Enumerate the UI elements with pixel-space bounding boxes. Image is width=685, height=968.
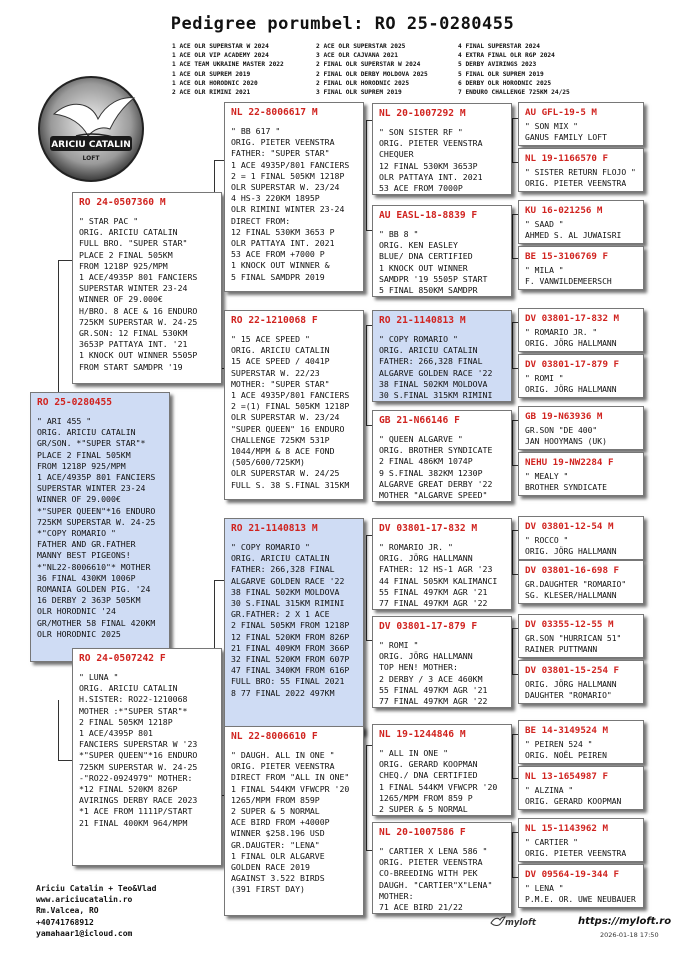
logo-subtext: LOFT: [82, 155, 100, 162]
wins-column-1: [172, 42, 284, 97]
dam-card[interactable]: [72, 648, 222, 866]
connector-line: [512, 420, 513, 465]
ring-number: GB 21-N66146 F: [379, 415, 460, 426]
footer-url[interactable]: https://myloft.ro: [578, 916, 672, 927]
ring-number: DV 03801-12-54 M: [525, 521, 614, 532]
connector-line: [58, 260, 59, 398]
connector-line: [512, 118, 513, 162]
pigeon-info: " LUNA " ORIG. ARICIU CATALIN H.SISTER: RO22-1210068 MOTHER :*"SUPER STAR"* 2 FINAL 505KM 1218P 1 ACE/4395P 801 FANCIERS SUPERSTAR W '23 *"SUPER QUEEN"*16 ENDURO 725KM SUPERSTAR W. 24-25 -"RO22-0924979" MOTHER: *12 FINAL 520KM 826P AVIRINGS DERBY RACE 2023 *1 ACE FROM 1111P/START 21 FINAL 400KM 964/MPM: [79, 672, 198, 828]
great-grandparent-card[interactable]: [372, 822, 512, 914]
pigeon-info: " ALZINA " ORIG. GERARD KOOPMAN: [525, 786, 622, 806]
ancestor-card[interactable]: [518, 200, 644, 244]
ring-number: RO 24-0507242 F: [79, 653, 166, 664]
ring-number: DV 03801-17-879 F: [525, 359, 620, 370]
connector-line: [366, 325, 367, 425]
pigeon-info: GR.SON "HURRICAN 51" RAINER PUTTMANN: [525, 634, 622, 654]
ancestor-card[interactable]: [518, 818, 644, 862]
ring-number: BE 14-3149524 M: [525, 725, 608, 736]
footer-date: 2026-01-18 17:50: [600, 931, 659, 939]
pigeon-info: GR.SON "DE 400" JAN HOOYMANS (UK): [525, 426, 607, 446]
great-grandparent-card[interactable]: [372, 518, 512, 610]
ancestor-card[interactable]: [518, 406, 644, 450]
win-item: 5 FINAL OLR SUPREM 2019: [458, 70, 544, 78]
pigeon-info: " COPY ROMARIO " ORIG. ARICIU CATALIN FATHER: 266,328 FINAL ALGARVE GOLDEN RACE '22 38 FINAL 502KM MOLDOVA 30 S.FINAL 315KM RIMINI GR.FATHER: 2 X 1 ACE 2 FINAL 505KM FROM 1218P 12 FINAL 520KM FROM 826P 21 FINAL 409KM FROM 366P 32 FINAL 520KM FROM 607P 47 FINAL 340KM FROM 616P FULL BRO: 55 FINAL 2021 8 77 FINAL 2022 497KM: [231, 542, 350, 698]
ring-number: NL 13-1654987 F: [525, 771, 608, 782]
pigeon-info: ORIG. JÖRG HALLMANN DAUGHTER "ROMARIO": [525, 680, 617, 700]
ring-number: RO 21-1140813 M: [231, 523, 318, 534]
ancestor-card[interactable]: [518, 560, 644, 604]
pigeon-info: " STAR PAC " ORIG. ARICIU CATALIN FULL BRO. "SUPER STAR" PLACE 2 FINAL 505KM FROM 1218P 925/MPM 1 ACE/4935P 801 FANCIERS SUPERSTAR WINTER 23-24 WINNER OF 29.000€ H/BRO. 8 ACE & 16 ENDURO 725KM SUPERSTAR W. 24-25 GR.SON: 12 FINAL 530KM 3653P PATTAYA INT. '21 1 KNOCK OUT WINNER 5505P FROM START SAMDPR '19: [79, 216, 198, 372]
win-item: 4 EXTRA FINAL OLR RGP 2024: [458, 52, 555, 60]
win-item: 3 FINAL OLR SUPREM 2019: [316, 89, 402, 97]
ring-number: AU GFL-19-5 M: [525, 107, 597, 118]
great-grandparent-card[interactable]: [372, 724, 512, 816]
great-grandparent-card[interactable]: [372, 103, 512, 195]
ring-number: RO 24-0507360 M: [79, 197, 166, 208]
win-item: 5 DERBY AVIRINGS 2023: [458, 61, 537, 69]
granddam-maternal-card[interactable]: [224, 726, 364, 916]
ring-number: DV 03801-17-832 M: [525, 313, 620, 324]
pigeon-info: " COPY ROMARIO " ORIG. ARICIU CATALIN FATHER: 266,328 FINAL ALGARVE GOLDEN RACE '22 38 FINAL 502KM MOLDOVA 30 S.FINAL 315KM RIMINI: [379, 334, 493, 401]
connector-line: [512, 322, 513, 368]
owner-email[interactable]: yamahaar1@icloud.com: [36, 928, 133, 938]
loft-logo: [36, 74, 146, 184]
ring-number: NL 20-1007586 F: [379, 827, 466, 838]
connector-line: [512, 628, 513, 674]
ancestor-card[interactable]: [518, 766, 644, 810]
win-item: 1 ACE OLR HORODNIC 2020: [172, 79, 258, 87]
pigeon-info: " BB 617 " ORIG. PIETER VEENSTRA FATHER: "SUPER STAR" 1 ACE 4935P/801 FANCIERS 2 = 1 FINAL 505KM 1218P OLR SUPERSTAR W. 23/24 4 HS-3 220KM 1895P OLR RIMINI WINTER 23-24 DIRECT FROM: 12 FINAL 530KM 3653 P OLR PATTAYA INT. 2021 53 ACE FROM +7000 P 1 KNOCK OUT WINNER & 5 FINAL SAMDPR 2019: [231, 126, 350, 282]
connector-line: [512, 832, 513, 877]
ring-number: DV 03801-17-879 F: [379, 621, 478, 632]
pigeon-info: " BB 8 " ORIG. KEN EASLEY BLUE/ DNA CERTIFIED 1 KNOCK OUT WINNER SAMDPR '19 5505P START 5 FINAL 850KM SAMDPR: [379, 229, 488, 296]
ring-number: DV 09564-19-344 F: [525, 869, 620, 880]
connector-line: [512, 530, 513, 574]
ancestor-card[interactable]: [518, 452, 644, 496]
ring-number: RO 25-0280455: [37, 397, 113, 408]
connector-line: [58, 700, 59, 760]
connector-line: [366, 120, 367, 230]
win-item: 2 ACE OLR RIMINI 2021: [172, 89, 251, 97]
pigeon-info: " MILA " F. VANWILDEMEERSCH: [525, 266, 612, 286]
ancestor-card[interactable]: [518, 660, 644, 704]
ring-number: BE 15-3106769 F: [525, 251, 608, 262]
win-item: 1 ACE OLR VIP ACADEMY 2024: [172, 52, 269, 60]
granddam-paternal-card[interactable]: [224, 310, 364, 500]
wins-column-3: [458, 42, 570, 97]
page-title: Pedigree porumbel: RO 25-0280455: [170, 14, 515, 34]
great-grandparent-card[interactable]: [372, 410, 512, 502]
win-item: 1 ACE OLR SUPERSTAR W 2024: [172, 43, 269, 50]
pigeon-info: " SON MIX " GANUS FAMILY LOFT: [525, 122, 607, 142]
ancestor-card[interactable]: [518, 720, 644, 764]
pigeon-info: " CARTIER " ORIG. PIETER VEENSTRA: [525, 838, 627, 858]
ancestor-card[interactable]: [518, 102, 644, 146]
ring-number: DV 03801-16-698 F: [525, 565, 620, 576]
ancestor-card[interactable]: [518, 308, 644, 352]
win-item: 2 FINAL OLR SUPERSTAR W 2024: [316, 61, 421, 69]
pigeon-info: " ROMARIO JR. " ORIG. JÖRG HALLMANN: [525, 328, 617, 348]
pigeon-info: " SISTER RETURN FLOJO " ORIG. PIETER VEENSTRA: [525, 168, 636, 188]
ring-number: KU 16-021256 M: [525, 205, 603, 216]
owner-phone: +40741768912: [36, 917, 94, 927]
pigeon-info: " ALL IN ONE " ORIG. GERARD KOOPMAN CHEQ./ DNA CERTIFIED 1 FINAL 544KM VFWCPR '20 1265/MPM FROM 859 P 2 SUPER & 5 NORMAL: [379, 748, 498, 815]
grandsire-maternal-card[interactable]: [224, 518, 364, 734]
ring-number: DV 03801-15-254 F: [525, 665, 620, 676]
ring-number: DV 03801-17-832 M: [379, 523, 478, 534]
logo-text: ARICIU CATALIN: [51, 140, 131, 150]
ring-number: NL 22-8006610 F: [231, 731, 318, 742]
ring-number: DV 03355-12-55 M: [525, 619, 614, 630]
owner-name: Ariciu Catalin + Teo&Vlad: [36, 884, 157, 893]
ring-number: NL 15-1143962 M: [525, 823, 608, 834]
wins-column-2: [316, 42, 428, 97]
ring-number: NL 20-1007292 M: [379, 108, 466, 119]
pigeon-info: " ROMARIO JR. " ORIG. JÖRG HALLMANN FATHER: 12 HS-1 AGR '23 44 FINAL 505KM KALIMANCI 55 FINAL 497KM AGR '21 77 FINAL 497KM AGR '22: [379, 542, 498, 609]
pigeon-info: " ROCCO " ORIG. JÖRG HALLMANN: [525, 536, 617, 556]
ring-number: NL 19-1166570 F: [525, 153, 608, 164]
subject-pigeon-card[interactable]: [30, 392, 170, 662]
win-item: 6 DERBY OLR HORODNIC 2025: [458, 79, 552, 87]
owner-website[interactable]: www.ariciucatalin.ro: [36, 895, 133, 905]
great-grandparent-card[interactable]: [372, 310, 512, 402]
pigeon-info: GR.DAUGHTER "ROMARIO" SG. KLESER/HALLMANN: [525, 580, 627, 600]
ancestor-card[interactable]: [518, 516, 644, 560]
connector-line: [512, 214, 513, 258]
ring-number: NL 19-1244846 M: [379, 729, 466, 740]
win-item: 2 FINAL OLR HORODNIC 2025: [316, 79, 410, 87]
win-item: 1 ACE TEAM UKRAINE MASTER 2022: [172, 61, 284, 69]
connector-line: [512, 734, 513, 778]
pigeon-info: " ARI 455 " ORIG. ARICIU CATALIN GR/SON. *"SUPER STAR"* PLACE 2 FINAL 505KM FROM 1218P 925/MPM 1 ACE/4935P 801 FANCIERS SUPERSTAR WINTER 23-24 WINNER OF 29.000€ *"SUPER QUEEN"*16 ENDURO 725KM SUPERSTAR W. 24-25 *"COPY ROMARIO " FATHER AND GR.FATHER MANNY BEST PIGEONS! *"NL22-8006610"* MOTHER 36 FINAL 430KM 1006P ROMANIA GOLDEN PIG. '24 16 DERBY 2 363P 505KM OLR HORODNIC '24 GR/MOTHER 58 FINAL 420KM OLR HORODNIC 2025: [37, 416, 156, 639]
ring-number: NEHU 19-NW2284 F: [525, 457, 614, 468]
sire-card[interactable]: [72, 192, 222, 384]
ancestor-card[interactable]: [518, 354, 644, 398]
win-item: 4 FINAL SUPERSTAR 2024: [458, 43, 540, 50]
ancestor-card[interactable]: [518, 148, 644, 192]
pigeon-info: " PEIREN 524 " ORIG. NOËL PEIREN: [525, 740, 607, 760]
ancestor-card[interactable]: [518, 614, 644, 658]
ring-number: RO 21-1140813 M: [379, 315, 466, 326]
pigeon-info: " SAAD " AHMED S. AL JUWAISRI: [525, 220, 622, 240]
ring-number: GB 19-N63936 M: [525, 411, 603, 422]
win-item: 2 FINAL OLR DERBY MOLDOVA 2025: [316, 70, 428, 78]
great-grandparent-card[interactable]: [372, 616, 512, 708]
myloft-logo: myloft: [505, 918, 536, 928]
bird-icon: [490, 914, 506, 930]
pigeon-info: " ROMI " ORIG. JÖRG HALLMANN TOP HEN! MOTHER: 2 DERBY / 3 ACE 460KM 55 FINAL 497KM AGR '21 77 FINAL 497KM AGR '22: [379, 640, 488, 707]
pigeon-info: " DAUGH. ALL IN ONE " ORIG. PIETER VEENSTRA DIRECT FROM "ALL IN ONE" 1 FINAL 544KM VFWCPR '20 1265/MPM FROM 859P 2 SUPER & 5 NORMAL ACE BIRD FROM +4000P WINNER $258.196 USD GR.DAUGTER: "LENA" 1 FINAL OLR ALGARVE GOLDEN RACE 2019 AGAINST 3.522 BIRDS (391 FIRST DAY): [231, 750, 350, 895]
connector-line: [366, 745, 367, 850]
owner-info: [36, 883, 156, 939]
pigeon-info: " QUEEN ALGARVE " ORIG. BROTHER SYNDICATE 2 FINAL 486KM 1074P 9 S.FINAL 382KM 1230P ALGARVE GREAT DERBY '22 MOTHER "ALGARVE SPEED": [379, 434, 493, 501]
pigeon-info: " ROMI " ORIG. JÖRG HALLMANN: [525, 374, 617, 394]
win-item: 2 ACE OLR SUPERSTAR 2025: [316, 43, 406, 50]
owner-location: Rm.Valcea, RO: [36, 906, 99, 916]
pigeon-info: " LENA " P.M.E. OR. UWE NEUBAUER: [525, 884, 636, 904]
ancestor-card[interactable]: [518, 246, 644, 290]
pigeon-info: " CARTIER X LENA 586 " ORIG. PIETER VEENSTRA CO-BREEDING WITH PEK DAUGH. "CARTIER"X"LENA" MOTHER: 71 ACE BIRD 21/22: [379, 846, 493, 913]
ring-number: AU EASL-18-8839 F: [379, 210, 478, 221]
ring-number: RO 22-1210068 F: [231, 315, 318, 326]
connector-line: [366, 535, 367, 640]
win-item: 7 ENDURO CHALLENGE 725KM 24/25: [458, 89, 570, 97]
pigeon-info: " MEALY " BROTHER SYNDICATE: [525, 472, 607, 492]
grandsire-paternal-card[interactable]: [224, 102, 364, 292]
win-item: 1 ACE OLR SUPREM 2019: [172, 70, 251, 78]
pigeon-info: " SON SISTER RF " ORIG. PIETER VEENSTRA CHEQUER 12 FINAL 530KM 3653P OLR PATTAYA INT. 2021 53 ACE FROM 7000P: [379, 127, 483, 194]
great-grandparent-card[interactable]: [372, 205, 512, 297]
win-item: 3 ACE OLR CAJVANA 2021: [316, 52, 398, 60]
pigeon-info: " 15 ACE SPEED " ORIG. ARICIU CATALIN 15 ACE SPEED / 4041P SUPERSTAR W. 22/23 MOTHER: "SUPER STAR" 1 ACE 4935P/801 FANCIERS 2 =(1) FINAL 505KM 1218P OLR SUPERSTAR W. 23/24 "SUPER QUEEN" 16 ENDURO CHALLENGE 725KM 531P 1044/MPM & 8 ACE FOND (505/600/725KM) OLR SUPERSTAR W. 24/25 FULL S. 38 S.FINAL 315KM: [231, 334, 350, 490]
ancestor-card[interactable]: [518, 864, 644, 908]
ring-number: NL 22-8006617 M: [231, 107, 318, 118]
